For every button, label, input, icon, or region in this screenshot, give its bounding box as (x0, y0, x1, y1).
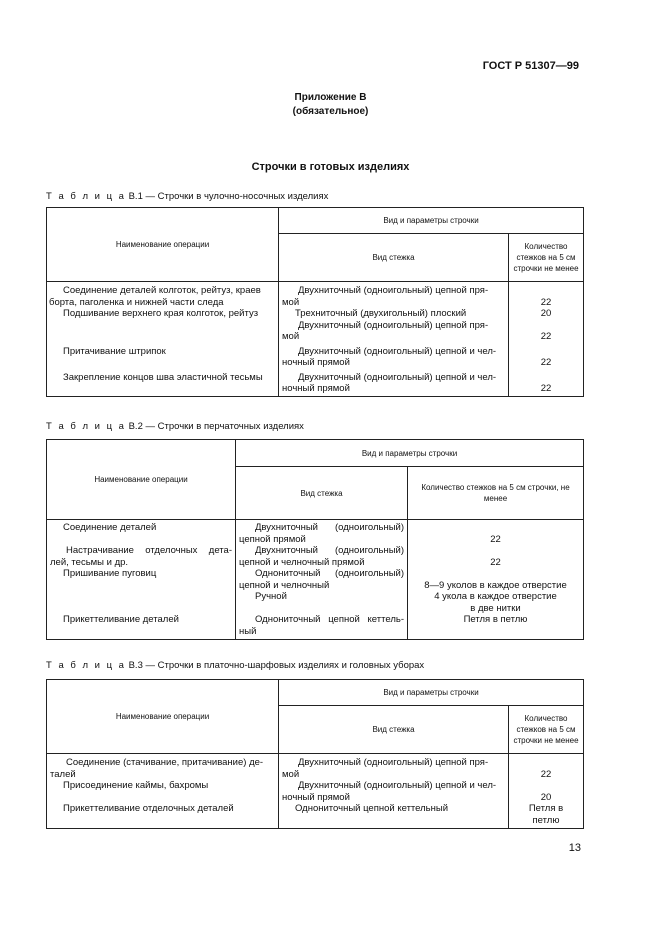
table-row (47, 803, 584, 829)
table-row (47, 614, 584, 640)
stitch-text: цепной прямой (239, 533, 306, 545)
count-value: 22 (540, 768, 552, 780)
section-title: Строчки в готовых изделиях (251, 161, 410, 173)
count-value: 22 (540, 331, 552, 342)
table-row (47, 369, 584, 397)
op-text: лей, тесьмы и др. (50, 556, 129, 568)
table-row (47, 308, 584, 320)
stitch-text: ный (239, 625, 257, 637)
col-header-operation: Наименование операции (47, 208, 279, 282)
caption-prefix: Т а б л и ц а (46, 660, 126, 671)
op-text: Соединение деталей колготок, рейтуз, краев (63, 285, 261, 296)
page-number: 13 (568, 842, 581, 854)
stitch-text: Двухниточный (одноигольный) цепной пря- (298, 285, 489, 296)
col-header-operation: Наименование операции (47, 440, 236, 520)
count-value: 20 (540, 308, 552, 319)
caption-text: В.1 — Строчки в чулочно-носочных изделиях (128, 191, 329, 202)
count-value: 4 укола в каждое отверстие (434, 591, 557, 602)
op-text: Соединение (стачивание, притачивание) де- (66, 757, 264, 768)
count-value: 22 (490, 533, 501, 545)
stitch-text: мой (282, 768, 300, 780)
col-header-count: Количество стежков на 5 см строчки, не менее (408, 467, 584, 520)
table-row (47, 754, 584, 781)
document-number: ГОСТ Р 51307—99 (482, 60, 579, 72)
col-header-stitch: Вид стежка (279, 706, 509, 754)
stitch-text: Однониточный цепной кеттельный (295, 803, 449, 814)
appendix-title: Приложение В (294, 92, 367, 103)
op-text: Пришивание пуговиц (63, 568, 157, 579)
table-b1 (46, 207, 584, 397)
col-header-group: Вид и параметры строчки (236, 440, 584, 467)
caption-text: В.2 — Строчки в перчаточных изделиях (128, 421, 304, 432)
table-caption (46, 660, 424, 671)
col-header-count: Количество стежков на 5 см строчки не менее (509, 234, 584, 282)
count-value: Петля в (528, 803, 564, 814)
count-value: в две нитки (470, 602, 521, 614)
op-text: Присоединение каймы, бахромы (63, 780, 209, 791)
op-text: Прикеттеливание отделочных деталей (63, 803, 234, 814)
op-text: борта, паголенка и нижней части следа (49, 296, 224, 308)
table-row (47, 545, 584, 568)
col-header-operation: Наименование операции (47, 680, 279, 754)
stitch-text: Двухниточный (одноигольный) (255, 522, 404, 533)
stitch-text: мой (282, 296, 300, 308)
col-header-count: Количество стежков на 5 см строчки не менее (509, 706, 584, 754)
caption-prefix: Т а б л и ц а (46, 421, 126, 432)
table-b2 (46, 439, 584, 640)
op-text: Притачивание штрипок (63, 345, 166, 357)
op-text: Закрепление концов шва эластичной тесьмы (63, 371, 263, 383)
stitch-text: ночный прямой (282, 357, 350, 368)
table-caption (46, 191, 328, 202)
stitch-text: Двухниточный (одноигольный) цепной пря- (298, 757, 489, 768)
stitch-text: Двухниточный (одноигольный) цепной и чел- (298, 780, 497, 791)
stitch-text: Двухниточный (одноигольный) (255, 545, 404, 556)
col-header-stitch: Вид стежка (279, 234, 509, 282)
col-header-group: Вид и параметры строчки (279, 680, 584, 706)
op-text: Прикеттеливание деталей (63, 614, 179, 625)
table-row (47, 343, 584, 369)
stitch-text: Двухниточный (одноигольный) цепной и чел- (298, 371, 497, 383)
count-value: петлю (532, 814, 560, 826)
stitch-text: цепной и челночный (239, 579, 330, 591)
op-text: талей (50, 768, 76, 780)
count-value: Петля в петлю (463, 614, 528, 625)
stitch-text: Однониточный (одноигольный) (255, 568, 404, 579)
stitch-text: мой (282, 331, 300, 342)
op-text: Соединение деталей (63, 522, 157, 533)
caption-text: В.3 — Строчки в платочно-шарфовых изделиях и головных уборах (128, 660, 425, 671)
table-row (47, 282, 584, 309)
table-row (47, 520, 584, 546)
count-value: 20 (540, 791, 552, 803)
table-row (47, 568, 584, 614)
table-row (47, 780, 584, 803)
count-value: 22 (540, 296, 552, 308)
col-header-group: Вид и параметры строчки (279, 208, 584, 234)
count-value: 22 (540, 357, 552, 368)
stitch-text: Двухниточный (одноигольный) цепной и чел- (298, 345, 497, 357)
appendix-note: (обязательное) (292, 106, 369, 117)
stitch-text: цепной и челночный прямой (239, 556, 365, 568)
op-text: Подшивание верхнего края колготок, рейтуз (63, 308, 259, 319)
table-row (47, 320, 584, 343)
op-text: Настрачивание отделочных дета- (66, 545, 232, 556)
stitch-text: Трехниточный (двухигольный) плоский (295, 308, 467, 319)
count-value: 22 (540, 383, 552, 394)
stitch-text: Двухниточный (одноигольный) цепной пря- (298, 319, 489, 331)
table-caption (46, 421, 304, 432)
col-header-stitch: Вид стежка (236, 467, 408, 520)
caption-prefix: Т а б л и ц а (46, 191, 126, 202)
stitch-text: ночный прямой (282, 383, 350, 394)
count-value: 8—9 уколов в каждое отверстие (424, 579, 567, 591)
stitch-text: Ручной (255, 591, 287, 602)
stitch-text: ночный прямой (282, 791, 350, 803)
stitch-text: Однониточный цепной кеттель- (255, 614, 404, 625)
count-value: 22 (490, 556, 501, 568)
table-b3 (46, 679, 584, 829)
